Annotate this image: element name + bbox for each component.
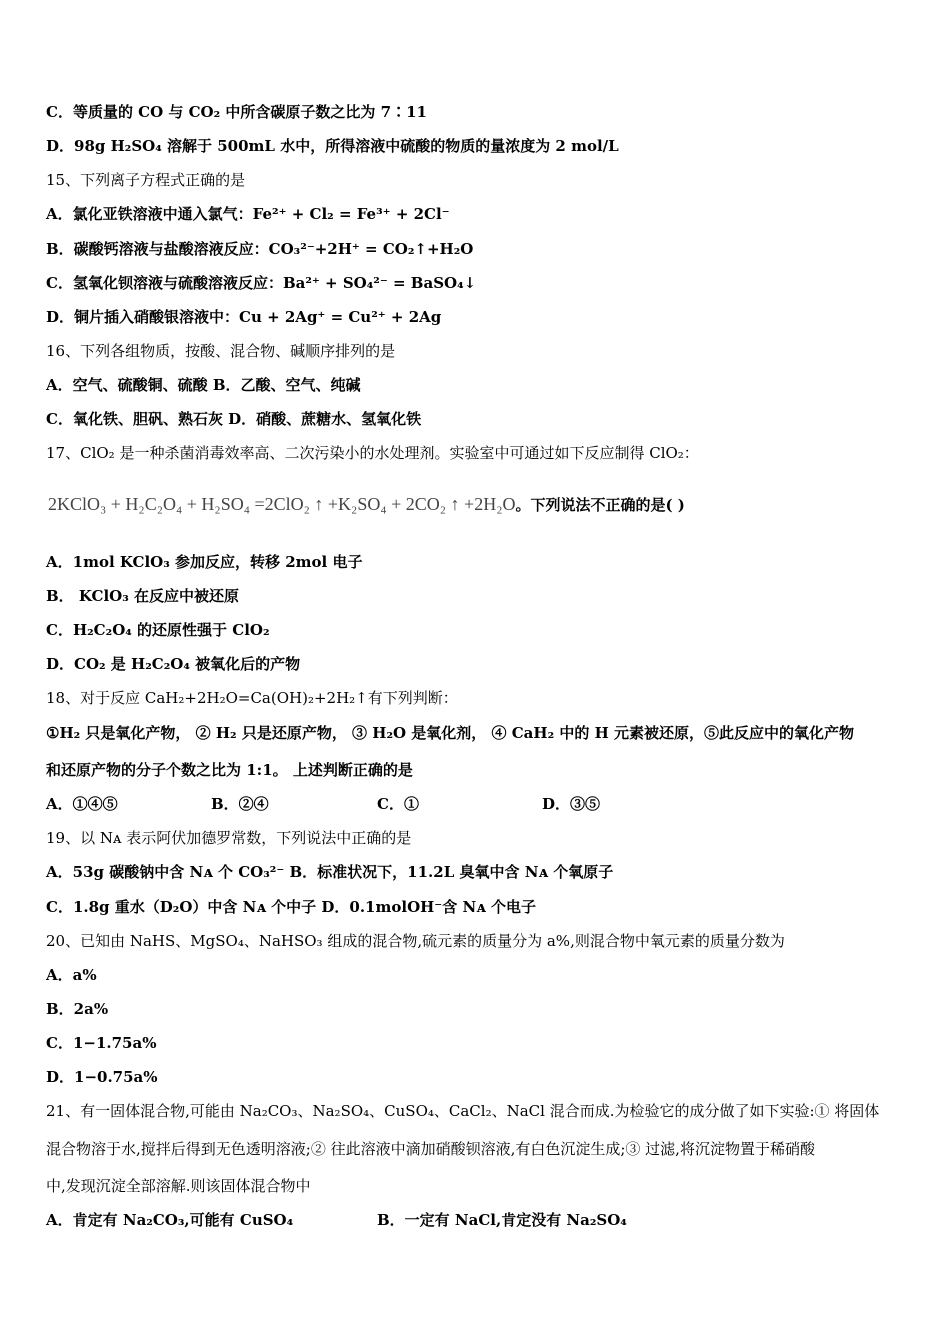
question-17: 17、ClO₂ 是一种杀菌消毒效率高、二次污染小的水处理剂。实验室中可通过如下反应制得 ClO₂：: [46, 444, 699, 462]
option-14c: C．等质量的 CO 与 CO₂ 中所含碳原子数之比为 7∶11: [46, 103, 427, 121]
question-18-statements-2: 和还原产物的分子个数之比为 1:1。 上述判断正确的是: [46, 761, 413, 779]
option-16cd: C．氧化铁、胆矾、熟石灰 D．硝酸、蔗糖水、氢氧化铁: [46, 410, 422, 428]
option-19ab: A．53g 碳酸钠中含 Nᴀ 个 CO₃²⁻ B．标准状况下，11.2L 臭氧中含 Nᴀ 个氧原子: [46, 863, 614, 881]
option-18c: C．①: [377, 795, 419, 813]
option-18b: B．②④: [211, 795, 269, 813]
option-15b: B．碳酸钙溶液与盐酸溶液反应：CO₃²⁻+2H⁺ = CO₂↑+H₂O: [46, 240, 474, 258]
option-20b: B．2a%: [46, 1000, 109, 1018]
option-16ab: A．空气、硫酸铜、硫酸 B．乙酸、空气、纯碱: [46, 376, 361, 394]
option-20d: D．1−0.75a%: [46, 1068, 158, 1086]
option-14d: D．98g H₂SO₄ 溶解于 500mL 水中，所得溶液中硫酸的物质的量浓度为 2 mol/L: [46, 137, 619, 155]
option-20a: A．a%: [46, 966, 97, 984]
question-21-line-3: 中,发现沉淀全部溶解.则该固体混合物中: [46, 1177, 311, 1195]
option-21a: A．肯定有 Na₂CO₃,可能有 CuSO₄: [46, 1211, 294, 1229]
option-17d: D．CO₂ 是 H₂C₂O₄ 被氧化后的产物: [46, 655, 301, 673]
reaction-equation: [48, 494, 685, 515]
option-15a: A．氯化亚铁溶液中通入氯气：Fe²⁺ + Cl₂ = Fe³⁺ + 2Cl⁻: [46, 205, 450, 223]
question-18: 18、对于反应 CaH₂+2H₂O=Ca(OH)₂+2H₂↑有下列判断：: [46, 689, 458, 707]
question-18-statements-1: ①H₂ 只是氧化产物， ② H₂ 只是还原产物， ③ H₂O 是氧化剂， ④ CaH₂ 中的 H 元素被还原，⑤此反应中的氧化产物: [46, 724, 854, 742]
question-21-line-1: 21、有一固体混合物,可能由 Na₂CO₃、Na₂SO₄、CuSO₄、CaCl₂、NaCl 混合而成.为检验它的成分做了如下实验:① 将固体: [46, 1102, 880, 1120]
question-17-tail: 。下列说法不正确的是( ): [515, 496, 685, 514]
option-21b: B．一定有 NaCl,肯定没有 Na₂SO₄: [377, 1211, 627, 1229]
option-17a: A．1mol KClO₃ 参加反应，转移 2mol 电子: [46, 553, 363, 571]
option-17c: C．H₂C₂O₄ 的还原性强于 ClO₂: [46, 621, 270, 639]
question-20: 20、已知由 NaHS、MgSO₄、NaHSO₃ 组成的混合物,硫元素的质量分为 a%,则混合物中氧元素的质量分数为: [46, 932, 785, 950]
option-18a: A．①④⑤: [46, 795, 118, 813]
question-19: 19、以 Nᴀ 表示阿伏加德罗常数，下列说法中正确的是: [46, 829, 412, 847]
option-18d: D．③⑤: [542, 795, 601, 813]
question-16: 16、下列各组物质，按酸、混合物、碱顺序排列的是: [46, 342, 396, 360]
option-17b: B． KClO₃ 在反应中被还原: [46, 587, 240, 605]
option-19cd: C．1.8g 重水（D₂O）中含 Nᴀ 个中子 D．0.1molOH⁻含 Nᴀ 个电子: [46, 898, 536, 916]
option-20c: C．1−1.75a%: [46, 1034, 157, 1052]
option-15c: C．氢氧化钡溶液与硫酸溶液反应：Ba²⁺ + SO₄²⁻ = BaSO₄↓: [46, 274, 477, 292]
equation-text: 2KClO₃ + H₂C₂O₄ + H₂SO₄ =2ClO₂ ↑ +K₂SO₄ + 2CO₂ ↑ +2H₂O: [48, 494, 516, 514]
option-15d: D．铜片插入硝酸银溶液中：Cu + 2Ag⁺ = Cu²⁺ + 2Ag: [46, 308, 442, 326]
question-15: 15、下列离子方程式正确的是: [46, 171, 246, 189]
question-21-line-2: 混合物溶于水,搅拌后得到无色透明溶液;② 往此溶液中滴加硝酸钡溶液,有白色沉淀生成;③ 过滤,将沉淀物置于稀硝酸: [46, 1140, 815, 1158]
